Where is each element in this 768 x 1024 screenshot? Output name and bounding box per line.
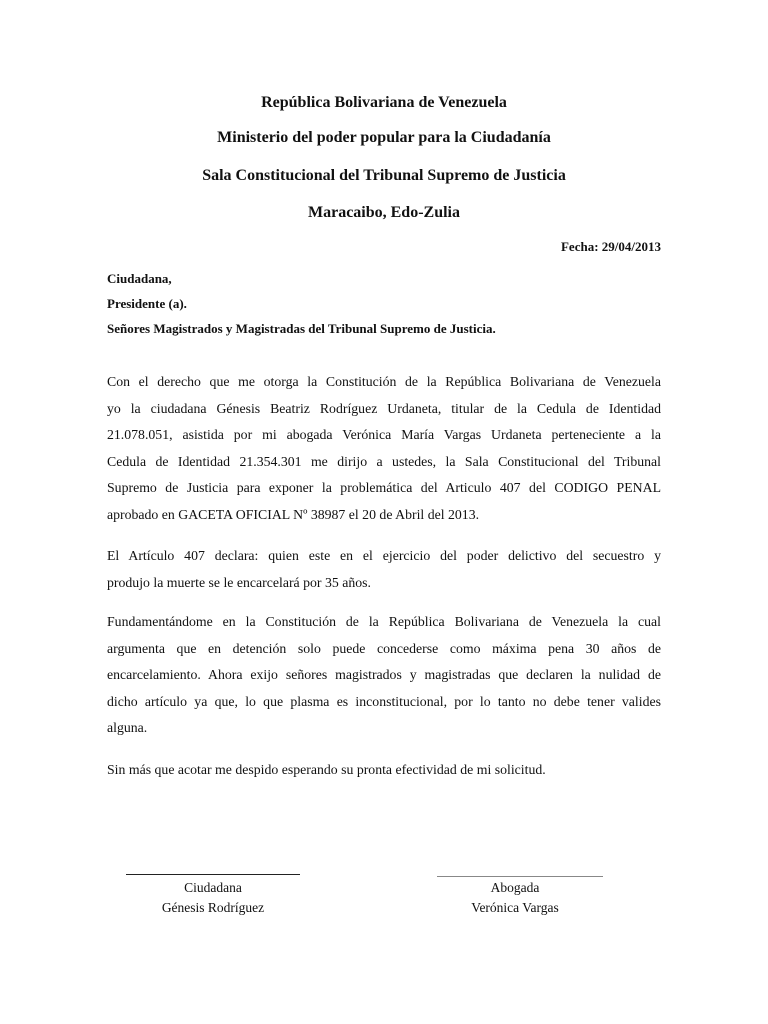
letter-date: Fecha: 29/04/2013 [560, 239, 661, 254]
text-line: 21.078.051, asistida por mi abogada Verónica María Vargas Urdaneta perteneciente a la [107, 427, 661, 443]
header-country: República Bolivariana de Venezuela [261, 94, 507, 111]
body-closing: Sin más que acotar me despido esperando su pronta efectividad de mi solicitud. [107, 762, 546, 777]
signature-name-left: Génesis Rodríguez [161, 900, 265, 915]
body-paragraph-1 [107, 369, 661, 529]
text-line: Supremo de Justicia para exponer la problemática del Articulo 407 del CODIGO PENAL [107, 480, 661, 496]
body-paragraph-2 [107, 543, 661, 596]
text-line: yo la ciudadana Génesis Beatriz Rodríguez Urdaneta, titular de la Cedula de Identidad [107, 400, 661, 416]
text-line: Fundamentándome en la Constitución de la República Bolivariana de Venezuela la cual [107, 614, 661, 629]
recipient-line-2: Presidente (a). [107, 296, 187, 311]
header-ministry: Ministerio del poder popular para la Ciudadanía [217, 129, 551, 146]
signature-line-right [437, 876, 603, 877]
signature-name-right: Verónica Vargas [471, 900, 559, 915]
signature-role-right: Abogada [490, 880, 540, 895]
text-line: aprobado en GACETA OFICIAL Nº 38987 el 20 de Abril del 2013. [107, 506, 480, 522]
header-court: Sala Constitucional del Tribunal Supremo de Justicia [202, 167, 566, 184]
text-line: produjo la muerte se le encarcelará por 35 años. [107, 574, 371, 590]
text-line: alguna. [107, 720, 148, 736]
text-line: Cedula de Identidad 21.354.301 me dirijo a ustedes, la Sala Constitucional del Tribunal [107, 453, 661, 469]
header-city: Maracaibo, Edo-Zulia [307, 204, 460, 221]
text-line: dicho artículo ya que, lo que plasma es inconstitucional, por lo tanto no debe tener valides [107, 693, 661, 709]
body-paragraph-3 [107, 609, 661, 742]
signature-line-left [126, 874, 300, 875]
text-line: encarcelamiento. Ahora exijo señores magistrados y magistradas que declaren la nulidad de [107, 667, 661, 683]
recipient-line-1: Ciudadana, [107, 271, 172, 286]
text-line: El Artículo 407 declara: quien este en el ejercicio del poder delictivo del secuestro y [107, 548, 661, 563]
signature-role-left: Ciudadana [184, 880, 242, 895]
text-line: argumenta que en detención solo puede concederse como máxima pena 30 años de [107, 640, 661, 656]
text-line: Con el derecho que me otorga la Constitución de la República Bolivariana de Venezuela [107, 374, 661, 389]
recipient-line-3: Señores Magistrados y Magistradas del Tribunal Supremo de Justicia. [107, 321, 496, 336]
